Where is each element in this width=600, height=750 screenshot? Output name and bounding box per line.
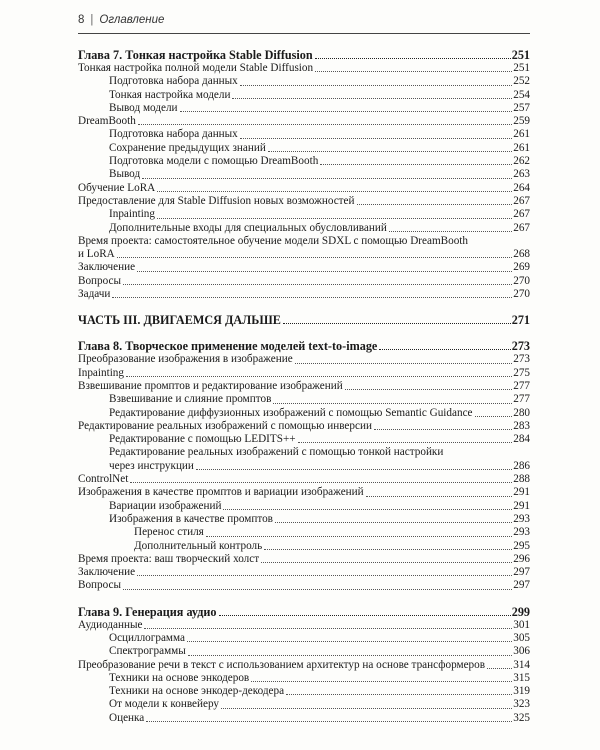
toc-entry-title: Спектрограммы: [109, 645, 186, 658]
toc-entry-title: Редактирование диффузионных изображений с помощью Semantic Guidance: [109, 406, 473, 419]
toc-entry-title: Дополнительный контроль: [134, 539, 263, 552]
toc-leader: [188, 655, 512, 656]
toc-entry-title: Вывод: [109, 168, 141, 181]
toc-leader: [223, 509, 512, 510]
toc-entry-title: Inpainting: [78, 366, 124, 379]
toc-leader: [137, 271, 512, 272]
toc-entry-title: Подготовка модели с помощью DreamBooth: [109, 155, 319, 168]
toc-entry-title: Аудиоданные: [78, 618, 143, 631]
toc-leader: [123, 284, 512, 285]
toc-entry: [78, 420, 530, 433]
toc-entry-title: Редактирование с помощью LEDITS++: [109, 433, 296, 446]
toc-entry-title: Вывод модели: [109, 101, 178, 114]
toc-leader: [206, 536, 512, 537]
toc-leader: [283, 323, 511, 324]
toc-chapter-8: [78, 339, 530, 353]
toc-page: 273: [511, 339, 530, 354]
toc-leader: [138, 124, 512, 125]
toc-entry: [78, 155, 530, 168]
toc-entry: [78, 540, 530, 553]
toc-page: 252: [513, 75, 530, 88]
toc-page: 296: [513, 552, 530, 565]
toc-page: 280: [513, 406, 530, 419]
toc-leader: [298, 442, 513, 443]
toc-leader: [275, 522, 512, 523]
toc-page: 325: [513, 711, 530, 724]
toc-part-3: [78, 313, 530, 327]
toc-page: 271: [511, 313, 530, 328]
toc-leader: [315, 71, 512, 72]
toc-entry: [78, 433, 530, 446]
toc-entry: [78, 182, 530, 195]
toc-page: 286: [513, 459, 530, 472]
toc-entry: [78, 195, 530, 208]
toc-entry: [78, 553, 530, 566]
toc-entry: [78, 659, 530, 672]
toc-entry-title: Взвешивание и слияние промптов: [109, 393, 272, 406]
toc-entry: [78, 367, 530, 380]
toc-chapter-7: [78, 48, 530, 62]
toc-entry: [78, 712, 530, 725]
toc-page: 299: [511, 604, 530, 619]
toc-page: 293: [513, 512, 530, 525]
toc-leader: [268, 151, 512, 152]
toc-leader: [357, 204, 513, 205]
toc-page: 301: [513, 618, 530, 631]
toc-leader: [157, 191, 512, 192]
toc-entry: [78, 486, 530, 499]
toc-entry-title: Осциллограмма: [109, 631, 185, 644]
toc-entry: [78, 698, 530, 711]
toc-entry: [78, 632, 530, 645]
toc-leader: [146, 721, 512, 722]
toc-page: 251: [511, 48, 530, 62]
toc-entry: [78, 102, 530, 115]
toc-entry: [78, 208, 530, 221]
toc-leader: [475, 416, 513, 417]
toc-page: 267: [513, 221, 530, 234]
toc-entry: [78, 513, 530, 526]
toc-entry: [78, 222, 530, 235]
toc-leader: [144, 628, 512, 629]
toc-leader: [240, 138, 512, 139]
toc-entry: [78, 685, 530, 698]
toc-page: 315: [513, 671, 530, 684]
header-rule: [78, 33, 530, 34]
toc-entry: [78, 89, 530, 102]
toc-leader: [315, 58, 511, 59]
toc-leader: [126, 376, 512, 377]
toc-page: 259: [513, 115, 530, 128]
toc-entry-title: Перенос стиля: [134, 526, 204, 539]
toc-chapter-title: Глава 7. Тонкая настройка Stable Diffusion: [78, 48, 313, 62]
toc-entry: [78, 288, 530, 301]
toc-leader: [232, 98, 512, 99]
toc-page: 273: [513, 353, 530, 366]
toc-entry: [78, 75, 530, 88]
toc-entry: [78, 128, 530, 141]
toc-leader: [273, 403, 512, 404]
toc-leader: [157, 218, 512, 219]
toc-leader: [264, 549, 512, 550]
toc-leader: [389, 231, 512, 232]
toc-page: 267: [513, 194, 530, 207]
toc-page: 270: [513, 274, 530, 287]
toc-page: 269: [513, 261, 530, 274]
toc-page: 314: [513, 658, 530, 671]
toc-leader: [112, 297, 512, 298]
toc-leader: [187, 641, 512, 642]
toc-entry-title: Вопросы: [78, 579, 121, 592]
toc-entry: [78, 579, 530, 592]
toc-entry: [78, 353, 530, 366]
toc-leader: [374, 429, 512, 430]
toc-entry-line-1: Редактирование реальных изображений с помощью тонкой настройки: [109, 446, 444, 459]
toc-leader: [130, 482, 512, 483]
toc-page: 319: [513, 685, 530, 698]
toc-entry: [78, 142, 530, 155]
table-of-contents: [78, 48, 530, 725]
toc-page: 261: [513, 128, 530, 141]
toc-page: 283: [513, 419, 530, 432]
toc-leader: [219, 615, 511, 616]
toc-page: 293: [513, 526, 530, 539]
toc-entry-title: DreamBooth: [78, 115, 136, 128]
toc-leader: [379, 349, 510, 350]
toc-leader: [487, 668, 512, 669]
toc-entry-title: Изображения в качестве промптов: [109, 512, 273, 525]
toc-chapter-title: Глава 9. Генерация аудио: [78, 604, 217, 619]
toc-page: 254: [513, 88, 530, 101]
toc-page: 306: [513, 645, 530, 658]
toc-entry: [78, 393, 530, 406]
toc-leader: [137, 575, 512, 576]
toc-leader: [180, 111, 513, 112]
toc-entry: [78, 115, 530, 128]
toc-entry: [78, 473, 530, 486]
toc-entry-title: Тонкая настройка полной модели Stable Diffusion: [78, 62, 314, 74]
toc-entry-title: Время проекта: ваш творческий холст: [78, 552, 260, 565]
toc-entry: [78, 261, 530, 274]
toc-entry-title: и LoRA: [78, 248, 115, 261]
toc-entry-title: Оценка: [109, 711, 145, 724]
header-separator: |: [90, 14, 94, 26]
toc-entry: [78, 407, 530, 420]
toc-entry-title: Подготовка набора данных: [109, 75, 238, 88]
toc-page: 264: [513, 181, 530, 194]
toc-entry-title: Inpainting: [109, 208, 155, 221]
toc-leader: [251, 681, 512, 682]
toc-page: 291: [513, 486, 530, 499]
toc-entry-title: Заключение: [78, 261, 136, 274]
toc-entry-title: Преобразование изображения в изображение: [78, 353, 293, 366]
toc-entry: [78, 672, 530, 685]
toc-page: 277: [513, 379, 530, 392]
toc-page: 297: [513, 566, 530, 579]
toc-entry-title: Техники на основе энкодеров: [109, 671, 250, 684]
toc-page: 297: [513, 579, 530, 592]
toc-entry-title: Задачи: [78, 288, 111, 301]
toc-entry-title: Обучение LoRA: [78, 181, 156, 194]
toc-entry-title: Редактирование реальных изображений с помощью инверсии: [78, 419, 372, 432]
toc-entry-title: Тонкая настройка модели: [109, 88, 231, 101]
toc-entry-title: через инструкции: [109, 459, 194, 472]
toc-entry: [78, 275, 530, 288]
toc-leader: [366, 496, 513, 497]
toc-entry: [78, 168, 530, 181]
toc-leader: [117, 257, 512, 258]
running-header: [78, 14, 530, 26]
toc-entry: [78, 460, 530, 473]
toc-entry-title: Изображения в качестве промптов и вариации изображений: [78, 486, 364, 499]
toc-leader: [345, 389, 513, 390]
toc-page: 284: [513, 433, 530, 446]
toc-page: 268: [513, 248, 530, 261]
toc-entry: [78, 500, 530, 513]
toc-entry-title: Заключение: [78, 566, 136, 579]
toc-chapter-9: [78, 605, 530, 619]
toc-leader: [261, 562, 512, 563]
toc-leader: [142, 178, 512, 179]
toc-entry: [78, 566, 530, 579]
toc-part-title: ЧАСТЬ III. ДВИГАЕМСЯ ДАЛЬШЕ: [78, 313, 281, 328]
toc-page: 305: [513, 631, 530, 644]
toc-page: 267: [513, 208, 530, 221]
toc-page: 275: [513, 366, 530, 379]
toc-entry: [78, 248, 530, 261]
toc-leader: [295, 363, 513, 364]
toc-leader: [240, 85, 512, 86]
toc-page: 261: [513, 141, 530, 154]
toc-page: 263: [513, 168, 530, 181]
toc-entry-title: Предоставление для Stable Diffusion новых возможностей: [78, 194, 355, 207]
toc-leader: [123, 589, 512, 590]
toc-page: 323: [513, 698, 530, 711]
toc-entry-title: От модели к конвейеру: [109, 698, 219, 711]
toc-entry-title: Вопросы: [78, 274, 121, 287]
toc-leader: [221, 708, 512, 709]
toc-leader: [320, 164, 512, 165]
toc-entry-line-1: Время проекта: самостоятельное обучение модели SDXL с помощью DreamBooth: [78, 234, 468, 247]
toc-entry-title: ControlNet: [78, 473, 129, 486]
toc-page: 257: [513, 101, 530, 114]
toc-page: 277: [513, 393, 530, 406]
toc-entry: [78, 619, 530, 632]
toc-entry-title: Преобразование речи в текст с использованием архитектур на основе трансформеров: [78, 658, 486, 671]
toc-entry: [78, 526, 530, 539]
toc-entry: [78, 380, 530, 393]
toc-entry-title: Подготовка набора данных: [109, 128, 238, 141]
toc-page: 251: [513, 62, 530, 74]
toc-page: 262: [513, 155, 530, 168]
toc-entry-title: Взвешивание промптов и редактирование изображений: [78, 379, 343, 392]
toc-entry: [78, 62, 530, 75]
toc-page: 295: [513, 539, 530, 552]
toc-leader: [196, 469, 512, 470]
toc-entry-title: Сохранение предыдущих знаний: [109, 141, 266, 154]
toc-page: 291: [513, 499, 530, 512]
header-title: Оглавление: [99, 14, 165, 26]
toc-chapter-title: Глава 8. Творческое применение моделей text-to-image: [78, 339, 378, 354]
toc-entry: [78, 645, 530, 658]
toc-entry-title: Вариации изображений: [109, 499, 222, 512]
toc-page: 270: [513, 288, 530, 301]
toc-page: 288: [513, 473, 530, 486]
toc-entry-title: Техники на основе энкодер-декодера: [109, 685, 285, 698]
page-number: 8: [78, 14, 85, 26]
toc-leader: [286, 694, 512, 695]
toc-entry-title: Дополнительные входы для специальных обусловливаний: [109, 221, 387, 234]
